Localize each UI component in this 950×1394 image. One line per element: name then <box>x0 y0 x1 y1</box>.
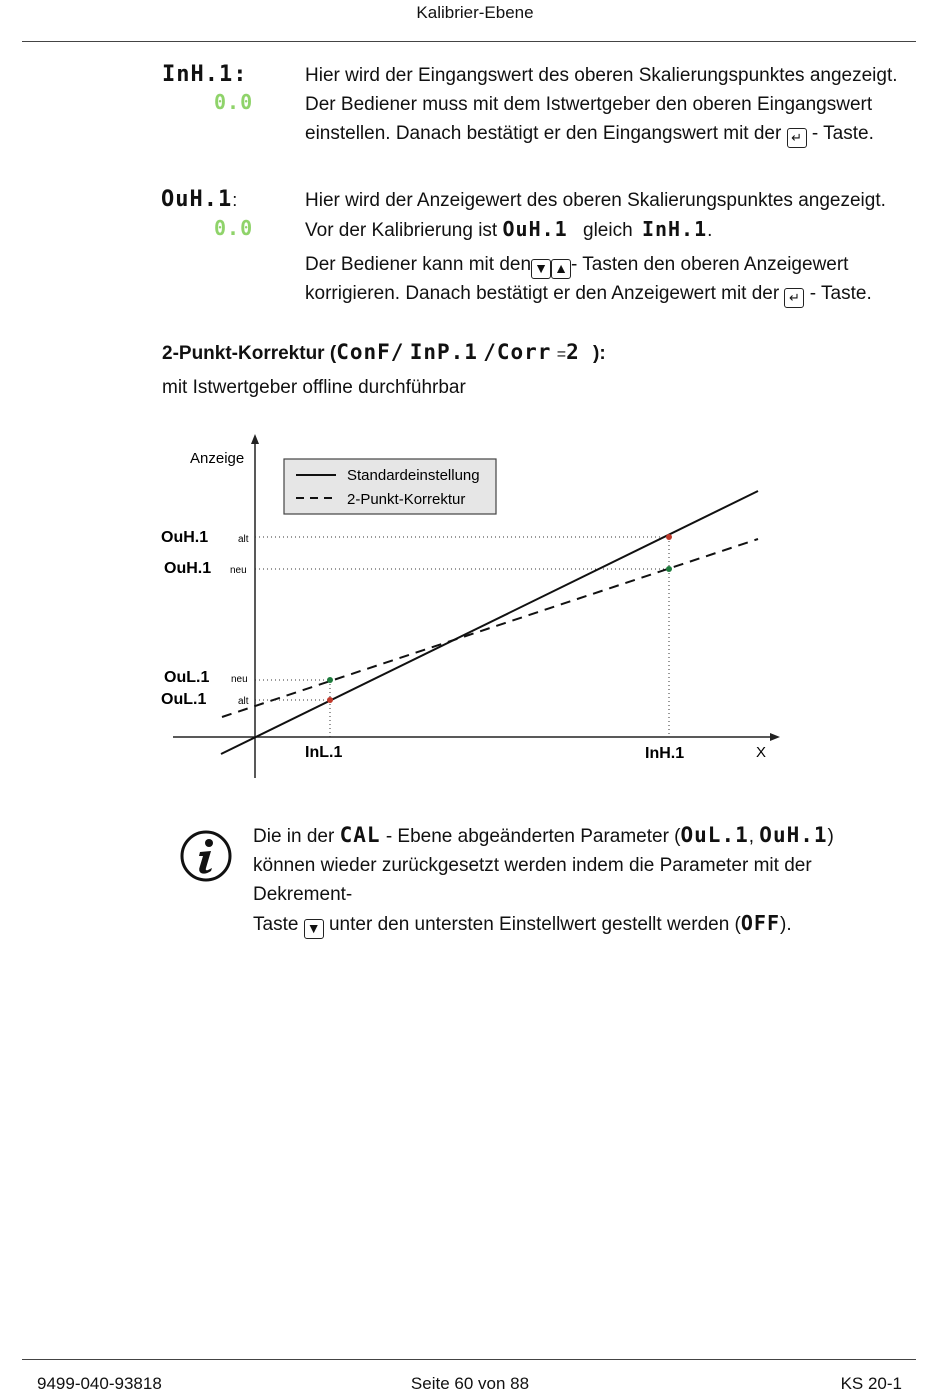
correction-val: 2 <box>566 340 580 364</box>
param-inh1-label: InH.1: <box>162 62 248 87</box>
down-key-icon: ▼ <box>531 259 551 279</box>
info-icon <box>178 828 234 884</box>
info-comma: , <box>748 826 755 847</box>
info-line-1 <box>253 821 913 851</box>
param-ouh1-name: OuH.1 <box>161 187 233 212</box>
legend-entry-correction: 2-Punkt-Korrektur <box>347 491 466 508</box>
ouh-line-3-suffix: - Tasten den oberen Anzeigewert <box>571 254 849 275</box>
ytick-oul1-alt: OuL.1 <box>161 691 207 708</box>
xtick-inh1: InH.1 <box>645 745 685 762</box>
correction-conf: ConF <box>336 340 391 364</box>
marker-oul-alt <box>327 697 333 703</box>
marker-ouh-neu <box>666 566 672 572</box>
ouh-line-2-text: Vor der Kalibrierung ist <box>305 220 498 241</box>
info-line-3-text: Taste <box>253 914 299 935</box>
correction-title-suffix: ): <box>593 343 606 364</box>
marker-oul-neu <box>327 677 333 683</box>
correction-subtitle: mit Istwertgeber offline durchführbar <box>162 377 466 398</box>
inh-line-3-suffix: - Taste. <box>811 123 874 144</box>
ouh-line-2-param-inh1: InH.1 <box>641 217 708 241</box>
ytick-oul1-neu: OuL.1 <box>164 669 210 686</box>
ytick-tag-alt-2: alt <box>238 696 249 707</box>
ytick-ouh1-alt: OuH.1 <box>161 529 209 546</box>
ouh-line-3-text: Der Bediener kann mit den <box>305 254 532 275</box>
param-ouh1-colon: : <box>232 190 239 210</box>
series-standard-line <box>221 491 758 754</box>
info-line-1-close: ) <box>827 826 834 847</box>
info-text <box>253 821 913 939</box>
marker-ouh-alt <box>666 534 672 540</box>
ouh-line-1: Hier wird der Anzeigewert des oberen Skalierungspunktes angezeigt. <box>305 190 886 211</box>
x-axis-arrow-icon <box>770 733 780 741</box>
ouh-line-4-suffix: - Taste. <box>809 283 872 304</box>
correction-title-prefix: 2-Punkt-Korrektur ( <box>162 343 337 364</box>
info-oul1: OuL.1 <box>680 823 749 847</box>
correction-corr: Corr <box>496 340 552 364</box>
y-axis-arrow-icon <box>251 434 259 444</box>
inh-line-3-text: einstellen. Danach bestätigt er den Eingangswert mit der <box>305 123 782 144</box>
info-cal: CAL <box>339 823 381 847</box>
ouh-line-2-param-ouh1: OuH.1 <box>502 217 568 241</box>
ytick-ouh1-neu: OuH.1 <box>164 560 212 577</box>
enter-key-icon: ↵ <box>787 128 807 148</box>
info-line-1-text: Die in der <box>253 826 335 847</box>
down-key-icon: ▼ <box>304 919 324 939</box>
ytick-tag-alt-1: alt <box>238 534 249 545</box>
ouh-line-2-gleich: gleich <box>583 220 633 241</box>
correction-eq: = <box>556 346 567 363</box>
page-header-title: Kalibrier-Ebene <box>416 3 534 22</box>
xtick-inl1: InL.1 <box>305 744 343 761</box>
info-line-3-close: ). <box>780 914 792 935</box>
ytick-tag-neu-1: neu <box>230 565 247 576</box>
info-line-3 <box>253 909 913 939</box>
footer-page-number: Seite 60 von 88 <box>410 1374 530 1393</box>
inh-line-2: Der Bediener muss mit dem Istwertgeber den oberen Eingangswert <box>305 94 873 115</box>
info-ouh1: OuH.1 <box>759 823 828 847</box>
ouh-line-2-period: . <box>707 220 713 241</box>
inh-line-1: Hier wird der Eingangswert des oberen Skalierungspunktes angezeigt. <box>305 65 898 86</box>
ouh-line-4-text: korrigieren. Danach bestätigt er den Anzeigewert mit der <box>305 283 780 304</box>
enter-key-icon: ↵ <box>784 288 804 308</box>
info-line-2: können wieder zurückgesetzt werden indem die Parameter mit der Dekrement- <box>253 855 812 905</box>
footer-rule <box>22 1359 916 1360</box>
param-inh1-value: 0.0 <box>214 90 254 114</box>
correction-sep-1: / <box>390 340 405 364</box>
up-key-icon: ▲ <box>551 259 571 279</box>
info-off: OFF <box>740 911 780 935</box>
ytick-tag-neu-2: neu <box>231 674 248 685</box>
info-line-3-mid: unter den untersten Einstellwert gestellt werden ( <box>328 914 741 935</box>
series-correction-line <box>222 539 758 717</box>
param-ouh1-value: 0.0 <box>214 216 254 240</box>
correction-inp: InP.1 <box>409 340 478 364</box>
footer-doc-number: 9499-040-93818 <box>37 1374 162 1393</box>
legend-entry-standard: Standardeinstellung <box>347 467 480 484</box>
footer-product: KS 20-1 <box>840 1374 902 1393</box>
info-line-1-params-intro: - Ebene abgeänderten Parameter ( <box>385 826 681 847</box>
y-axis-label: Anzeige <box>190 450 245 467</box>
correction-sep-2: / <box>483 340 497 364</box>
x-axis-label: X <box>756 744 767 761</box>
